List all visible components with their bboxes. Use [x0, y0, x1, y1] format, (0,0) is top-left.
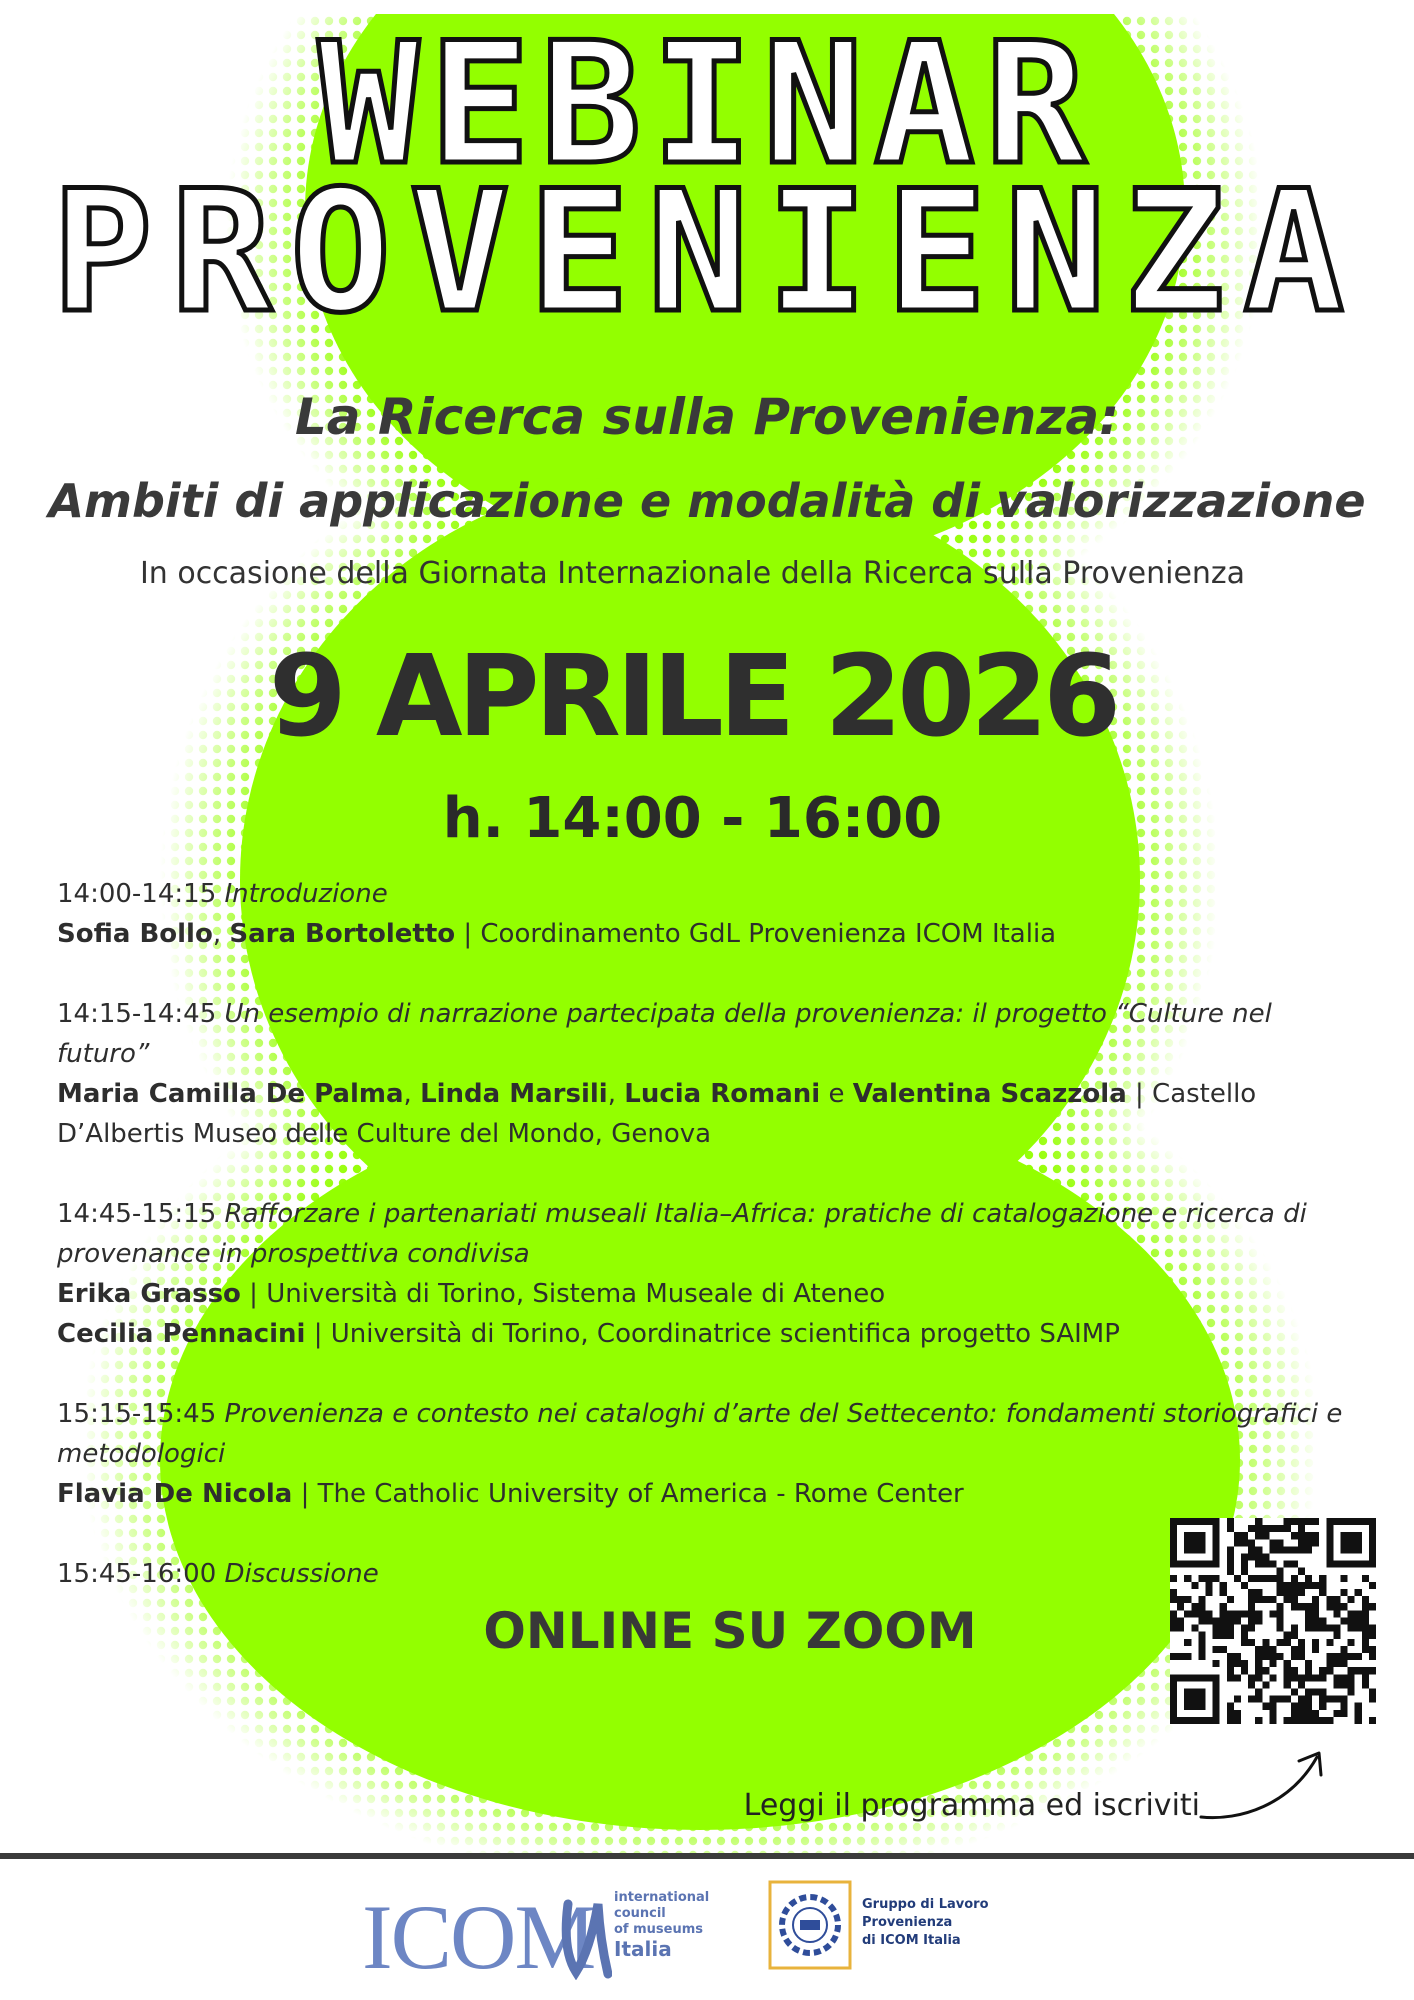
icom-line: of museums	[614, 1922, 704, 1937]
program-item	[57, 1194, 1347, 1354]
speaker-affiliation: | Castello D’Albertis Museo delle Culture del Mondo, Genova	[57, 1079, 1257, 1149]
speaker-name: Sofia Bollo	[57, 919, 213, 949]
program-title: Rafforzare i partenariati museali Italia–Africa: pratiche di catalogazione e ricerca di provenance in prospettiva condivisa	[57, 1199, 1307, 1269]
program-item	[57, 874, 1347, 954]
gdl-line: di ICOM Italia	[862, 1933, 961, 1948]
icom-caption	[614, 1890, 709, 1960]
speaker-line	[57, 1274, 1347, 1314]
subtitle-main: La Ricerca sulla Provenienza:	[294, 388, 1120, 446]
program-title: Un esempio di narrazione partecipata della provenienza: il progetto “Culture nel futuro”	[57, 999, 1272, 1069]
speaker-line	[57, 914, 1347, 954]
speaker-name: Flavia De Nicola	[57, 1479, 293, 1509]
program-item	[57, 1394, 1347, 1514]
program-time: 14:15-14:45	[57, 999, 217, 1029]
speaker-affiliation: | The Catholic University of America - Rome Center	[292, 1479, 964, 1509]
speaker-name: Maria Camilla De Palma	[57, 1079, 404, 1109]
program-item	[57, 994, 1347, 1154]
register-call-to-action[interactable]: Leggi il programma ed iscriviti	[743, 1788, 1200, 1823]
event-date: 9 APRILE 2026	[268, 632, 1117, 762]
gdl-line: Gruppo di Lavoro	[862, 1897, 989, 1912]
program-time: 15:45-16:00	[57, 1559, 217, 1589]
icom-line: council	[614, 1906, 666, 1921]
icom-line: international	[614, 1890, 710, 1905]
speaker-affiliation: | Coordinamento GdL Provenienza ICOM Italia	[455, 919, 1057, 949]
speaker-line	[57, 1474, 1347, 1514]
program-list	[57, 874, 1347, 1634]
footer-divider	[0, 1853, 1414, 1859]
program-time: 14:00-14:15	[57, 879, 217, 909]
name-separator: ,	[212, 919, 230, 949]
speaker-name: Sara Bortoletto	[229, 919, 456, 949]
name-separator: ,	[403, 1079, 421, 1109]
program-time: 14:45-15:15	[57, 1199, 217, 1229]
icom-wordmark: ICOM	[362, 1890, 595, 1980]
gdl-caption	[862, 1896, 989, 1950]
icom-country: Italia	[614, 1937, 672, 1961]
registration-qr-code[interactable]	[1170, 1518, 1376, 1724]
speaker-affiliation: | Università di Torino, Sistema Museale di Ateneo	[240, 1279, 886, 1309]
program-title: Introduzione	[224, 879, 388, 909]
headline-provenienza: PROVENIENZA	[51, 154, 1363, 350]
gdl-line: Provenienza	[862, 1915, 953, 1930]
event-time: h. 14:00 - 16:00	[442, 786, 943, 851]
subtitle-secondary: Ambiti di applicazione e modalità di valorizzazione	[48, 474, 1366, 528]
speaker-name: Linda Marsili	[420, 1079, 608, 1109]
online-zoom-label: ONLINE SU ZOOM	[483, 1602, 977, 1660]
speaker-name: Valentina Scazzola	[852, 1079, 1127, 1109]
name-separator: ,	[607, 1079, 625, 1109]
gdl-provenienza-logo	[768, 1880, 852, 1970]
speaker-affiliation: | Università di Torino, Coordinatrice scientifica progetto SAIMP	[305, 1319, 1120, 1349]
icom-logo	[362, 1890, 612, 1980]
speaker-name: Cecilia Pennacini	[57, 1319, 306, 1349]
curved-arrow-icon	[1195, 1735, 1330, 1830]
program-item	[57, 1554, 1347, 1594]
program-title: Provenienza e contesto nei cataloghi d’arte del Settecento: fondamenti storiografici e metodologici	[57, 1399, 1343, 1469]
speaker-line	[57, 1314, 1347, 1354]
speaker-line	[57, 1074, 1347, 1154]
headline-webinar: WEBINAR	[317, 6, 1096, 202]
program-time: 15:15-15:45	[57, 1399, 217, 1429]
program-title: Discussione	[224, 1559, 379, 1589]
speaker-name: Erika Grasso	[57, 1279, 241, 1309]
speaker-name: Lucia Romani	[624, 1079, 821, 1109]
name-separator: e	[820, 1079, 853, 1109]
occasion-text: In occasione della Giornata Internazionale della Ricerca sulla Provenienza	[139, 556, 1246, 591]
